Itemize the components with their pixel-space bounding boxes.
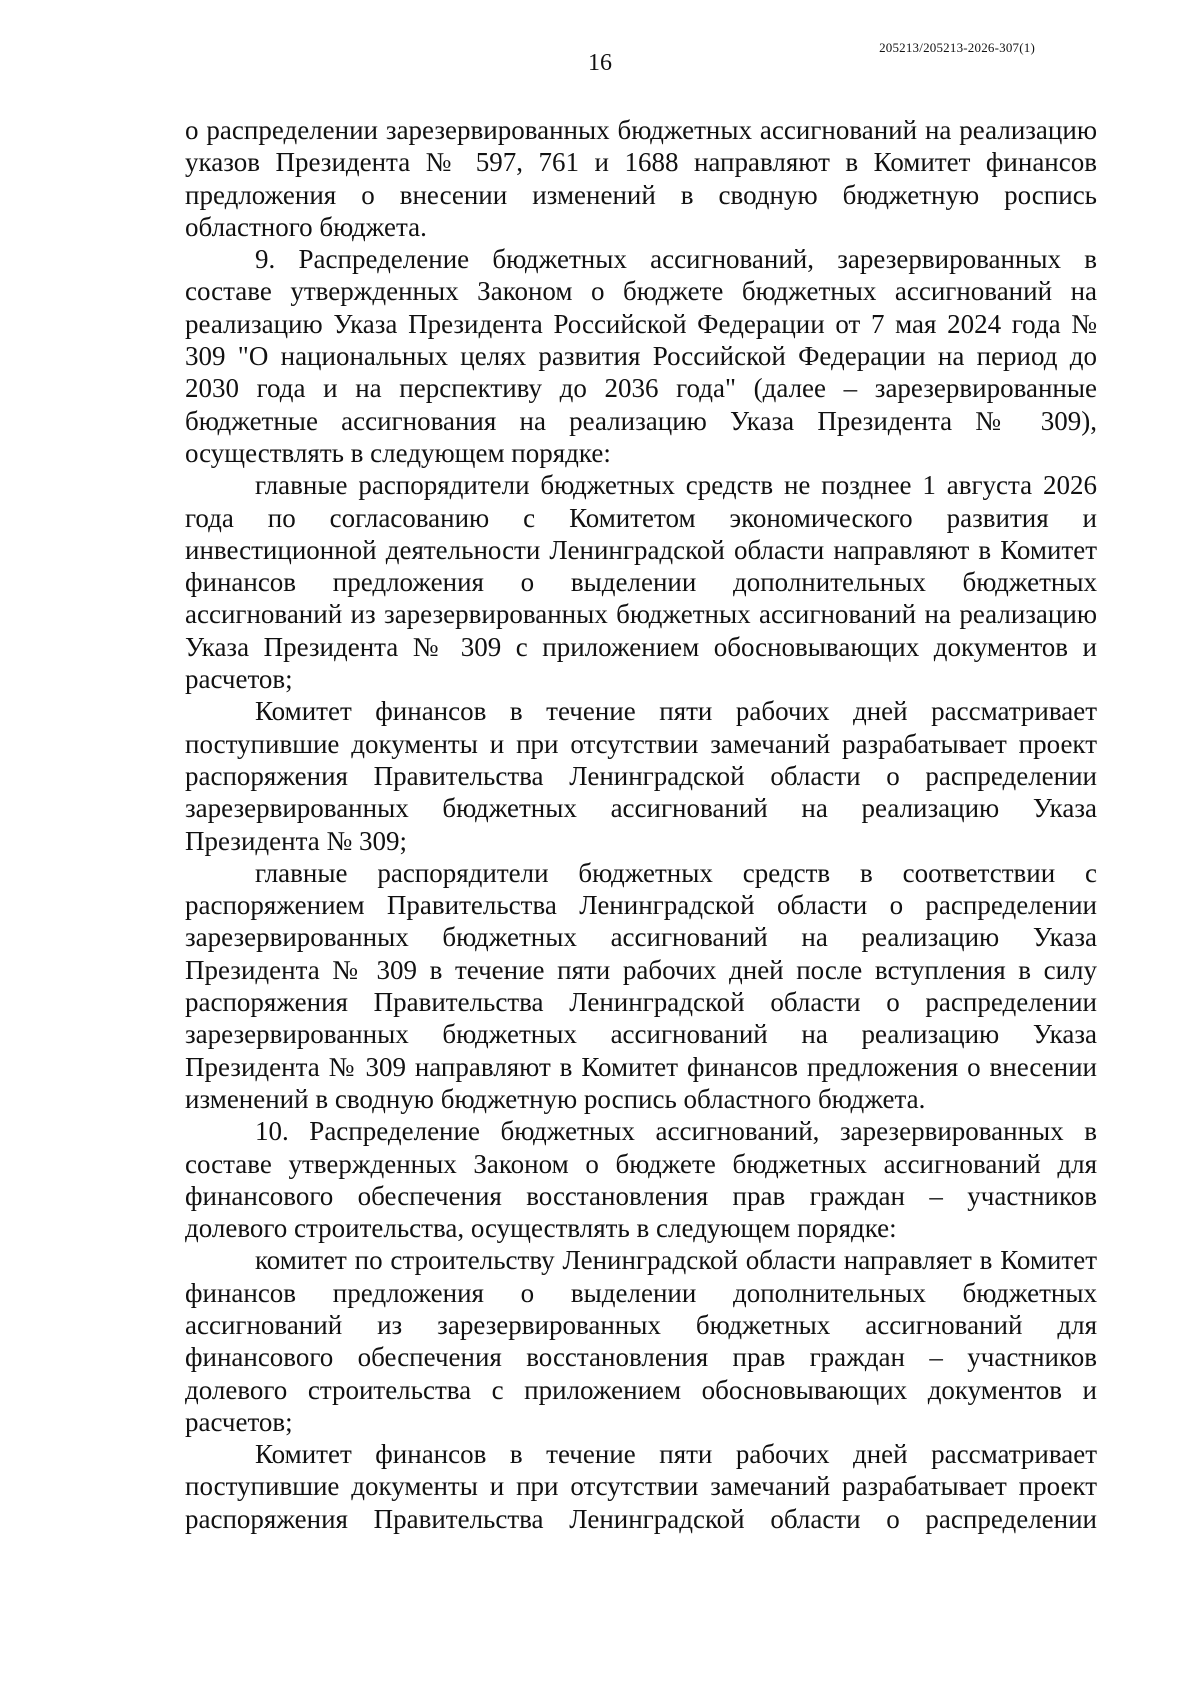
paragraph-subitem: главные распорядители бюджетных средств не позднее 1 августа 2026 года по согласованию с Комитетом экономического развития и инвестиционной деятельности Ленинградской области направляют в Комитет финансов предложения о выделении дополнительных бюджетных ассигнований из зарезервированных бюджетных ассигнований на реализацию Указа Президента № 309 с приложением обосновывающих документов и расчетов; bbox=[185, 470, 1097, 695]
document-body bbox=[185, 114, 1097, 1535]
paragraph-subitem: комитет по строительству Ленинградской области направляет в Комитет финансов предложения о выделении дополнительных бюджетных ассигнований из зарезервированных бюджетных ассигнований для финансового обеспечения восстановления прав граждан – участников долевого строительства с приложением обосновывающих документов и расчетов; bbox=[185, 1245, 1097, 1437]
paragraph-item-10: 10. Распределение бюджетных ассигнований, зарезервированных в составе утвержденных Законом о бюджете бюджетных ассигнований для финансового обеспечения восстановления прав граждан – участников долевого строительства, осуществлять в следующем порядке: bbox=[185, 1116, 1097, 1244]
paragraph-subitem-continued: Комитет финансов в течение пяти рабочих дней рассматривает поступившие документы и при отсутствии замечаний разрабатывает проект распоряжения Правительства Ленинградской области о распределении bbox=[185, 1439, 1097, 1534]
paragraph-subitem: Комитет финансов в течение пяти рабочих дней рассматривает поступившие документы и при отсутствии замечаний разрабатывает проект распоряжения Правительства Ленинградской области о распределении зарезервированных бюджетных ассигнований на реализацию Указа Президента № 309; bbox=[185, 696, 1097, 856]
paragraph-subitem: главные распорядители бюджетных средств в соответствии с распоряжением Правительства Ленинградской области о распределении зарезервированных бюджетных ассигнований на реализацию Указа Президента № 309 в течение пяти рабочих дней после вступления в силу распоряжения Правительства Ленинградской области о распределении зарезервированных бюджетных ассигнований на реализацию Указа Президента № 309 направляют в Комитет финансов предложения о внесении изменений в сводную бюджетную роспись областного бюджета. bbox=[185, 857, 1097, 1114]
paragraph-item-9: 9. Распределение бюджетных ассигнований, зарезервированных в составе утвержденных Законом о бюджете бюджетных ассигнований на реализацию Указа Президента Российской Федерации от 7 мая 2024 года № 309 "О национальных целях развития Российской Федерации на период до 2030 года и на перспективу до 2036 года" (далее – зарезервированные бюджетные ассигнования на реализацию Указа Президента № 309), осуществлять в следующем порядке: bbox=[185, 244, 1097, 468]
document-id: 205213/205213-2026-307(1) bbox=[879, 40, 1035, 55]
paragraph-continuation: о распределении зарезервированных бюджетных ассигнований на реализацию указов Президента № 597, 761 и 1688 направляют в Комитет финансов предложения о внесении изменений в сводную бюджетную роспись областного бюджета. bbox=[185, 115, 1097, 242]
page-number: 16 bbox=[588, 50, 612, 76]
